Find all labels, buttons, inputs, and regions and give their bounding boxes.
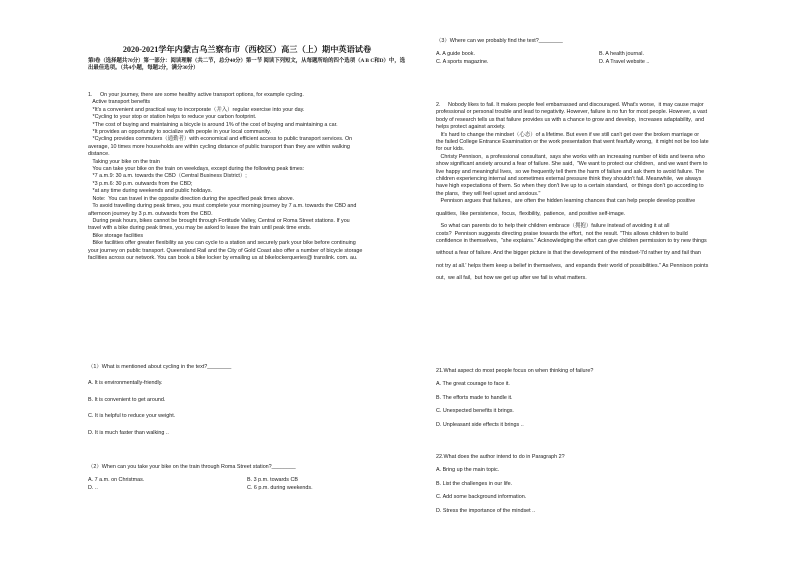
passage-line: Bike storage facilities — [88, 232, 144, 239]
passage-line: So what can parents do to help their children embrace（拥抱）failure instead of avoiding it at all — [436, 223, 670, 230]
page-title: 2020-2021学年内蒙古乌兰察布市（西校区）高三（上）期中英语试卷 — [122, 45, 372, 54]
question-stem: （2）When can you take your bike on the train through Roma Street station?________ — [88, 464, 296, 470]
option-b[interactable]: B. List the challenges in our life. — [436, 480, 513, 487]
option-a[interactable]: A. Bring up the main topic. — [436, 467, 500, 474]
option-d[interactable]: D. It is much faster than walking .. — [88, 429, 169, 436]
passage-line: average, 10 times more households are within cycling distance of public transport than they are within walking — [88, 143, 350, 150]
passage-line: your journey on public transport. Queensland Rail and the City of Gold Coast also offer a number of bicycle storage — [88, 247, 363, 254]
option-c[interactable]: C. Unexpected benefits it brings. — [436, 408, 514, 415]
passage-line: *Cycling provides commuters（通勤者）with economical and efficient access to public transport services. On — [88, 136, 353, 143]
passage-line: afternoon journey by 3 p.m. outwards from the CBD. — [88, 210, 213, 217]
option-d[interactable]: D. Unpleasant side effects it brings .. — [436, 421, 524, 428]
passage-line: children experiencing internal and sometimes external pressure think they shouldn't fail. Meanwhile, we always — [436, 176, 702, 183]
passage-line: Note: You can travel in the opposite direction during the specified peak times above. — [88, 195, 295, 202]
passage-line: *It's a convenient and practical way to incorporate（并入）regular exercise into your day. — [88, 106, 305, 113]
passage-line: the failed College Entrance Examination or the work presentation that went fearfully wrong, it might not be too late — [436, 139, 709, 146]
option-d[interactable]: D. .. — [88, 484, 98, 491]
option-a[interactable]: A. It is environmentally-friendly. — [88, 380, 163, 387]
question-22 — [436, 454, 762, 515]
section-instructions: 第Ⅰ卷（选择题共70分）第一部分：阅读理解（共二节，总分40分）第一节 阅读下列短文，从每题所给的四个选项（A B C和D）中，选出最佳选项。（共4小题，每题2分，满分30分） — [88, 58, 406, 72]
passage-line: Christy Pennison, a professional consultant, says she works with an increasing number of kids and teens who — [436, 153, 705, 160]
question-stem: 21.What aspect do most people focus on when thinking of failure? — [436, 368, 594, 374]
passage-line: helps protect against anxiety. — [436, 124, 506, 131]
option-a[interactable]: A. A guide book. — [436, 51, 475, 58]
passage-line: professional or personal trouble and lead to negativity. However, failure is no fun for most people. However, a vast — [436, 109, 708, 116]
question-stem: （3）Where can we probably find the text?________ — [436, 38, 563, 44]
passage-line: confidence in themselves, "she explains." Acknowledging the effort can give children permission to try new things — [436, 237, 707, 244]
passage-line: Pennison argues that failures, are often the hidden learning chances that can help people develop positive — [436, 198, 696, 205]
passage-line: It's hard to change the mindset（心态）of a lifetime. But even if we still can't get over the broken marriage or — [436, 131, 700, 138]
option-a[interactable]: A. 7 a.m. on Christmas. — [88, 477, 145, 484]
passage-line: body of research tells us that failure provides us with a chance to grow and develop, increases adaptability, and — [436, 116, 705, 123]
passage-line: costs? Pennison suggests directing praise towards the effort, not the result. "This allows children to build — [436, 230, 688, 237]
question-stem: （1）What is mentioned about cycling in the text?________ — [88, 364, 232, 370]
option-b[interactable]: B. A health journal. — [599, 51, 644, 58]
option-b[interactable]: B. It is convenient to get around. — [88, 396, 166, 403]
passage-line: Bike facilities offer greater flexibility as you can cycle to a station and securely park your bike before continuing — [88, 240, 356, 247]
passage-line: show significant anxiety around a fear of failure. She said, "We want to protect our children, and we want them to — [436, 161, 708, 168]
option-c[interactable]: C. It is helpful to reduce your weight. — [88, 413, 176, 420]
passage-line: for our kids. — [436, 146, 465, 153]
passage-line: *The cost of buying and maintaining a bicycle is around 1% of the cost of buying and maintaining a car. — [88, 121, 338, 128]
question-stem: 22.What does the author intend to do in Paragraph 2? — [436, 454, 565, 460]
option-d[interactable]: D. Stress the importance of the mindset .. — [436, 507, 536, 514]
passage-line: You can take your bike on the train on weekdays, except during the following peak times: — [88, 166, 305, 173]
passage-line: Active transport benefits — [88, 99, 151, 106]
passage-2 — [436, 102, 762, 283]
passage-line: out, we all fail, but how we get up after we fail is what matters. — [436, 275, 587, 282]
option-d[interactable]: D. A Travel website .. — [599, 58, 650, 65]
passage-line: 1. On your journey, there are some healthy active transport options, for example cycling. — [88, 92, 304, 98]
option-c[interactable]: C. A sports magazine. — [436, 58, 489, 65]
option-c[interactable]: C. 6 p.m. during weekends. — [247, 484, 313, 491]
passage-line: Taking your bike on the train — [88, 158, 160, 165]
passage-line: have high expectations of them. So when they don't live up to a certain standard, or things don't go according to — [436, 183, 704, 190]
option-c[interactable]: C. Add some background information. — [436, 494, 527, 501]
passage-line: During peak hours, bikes cannot be brought through Fortitude Valley, Central or Roma Street stations. If you — [88, 217, 350, 224]
passage-line: To avoid travelling during peak times, you must complete your morning journey by 7 a.m. towards the CBD and — [88, 203, 357, 210]
passage-line: live happy and meaningful lives, so we frequently tell them the harm of failure and ask them to avoid failure. The — [436, 168, 705, 175]
question-1 — [88, 364, 406, 437]
passage-line: without a fear of failure. And the bigger picture is that the development of the mindset-'I'd rather try and fail than — [436, 250, 701, 257]
passage-line: the plans, they will feel upset and anxious." — [436, 190, 541, 197]
passage-line: qualities, like persistence, focus, flexibility, patience, and positive self-image. — [436, 210, 626, 217]
question-3 — [436, 38, 762, 66]
option-a[interactable]: A. The great courage to face it. — [436, 381, 510, 388]
passage-line: distance. — [88, 151, 110, 158]
passage-1 — [88, 92, 406, 262]
passage-line: *3 p.m.6: 30 p.m. outwards from the CBD; — [88, 180, 193, 187]
passage-line: *It provides an opportunity to socialize with people in your local community. — [88, 129, 271, 136]
option-b[interactable]: B. The efforts made to handle it. — [436, 394, 513, 401]
passage-line: *Cycling to your stop or station helps to reduce your carbon footprint. — [88, 114, 257, 121]
option-b[interactable]: B. 3 p.m. towards CB — [247, 477, 298, 484]
passage-line: travel with a bike during peak times, you may be asked to leave the train until peak time ends. — [88, 225, 312, 232]
passage-line: facilities across our network. You can book a bike locker by emailing us at bikelockerqueries@ translink. com. au. — [88, 254, 358, 261]
passage-line: 2. Nobody likes to fail. It makes people feel embarrassed and discouraged. What's worse, it may cause major — [436, 102, 704, 108]
passage-line: *at any time during weekends and public holidays. — [88, 188, 213, 195]
passage-line: not try at all.' helps them keep a belief in themselves, and expands their world of possibilities." As Pennison points — [436, 262, 709, 269]
question-21 — [436, 368, 762, 429]
question-2 — [88, 464, 406, 492]
passage-line: *7 a.m.9: 30 a.m. towards the CBD（Central Business District）; — [88, 173, 247, 180]
